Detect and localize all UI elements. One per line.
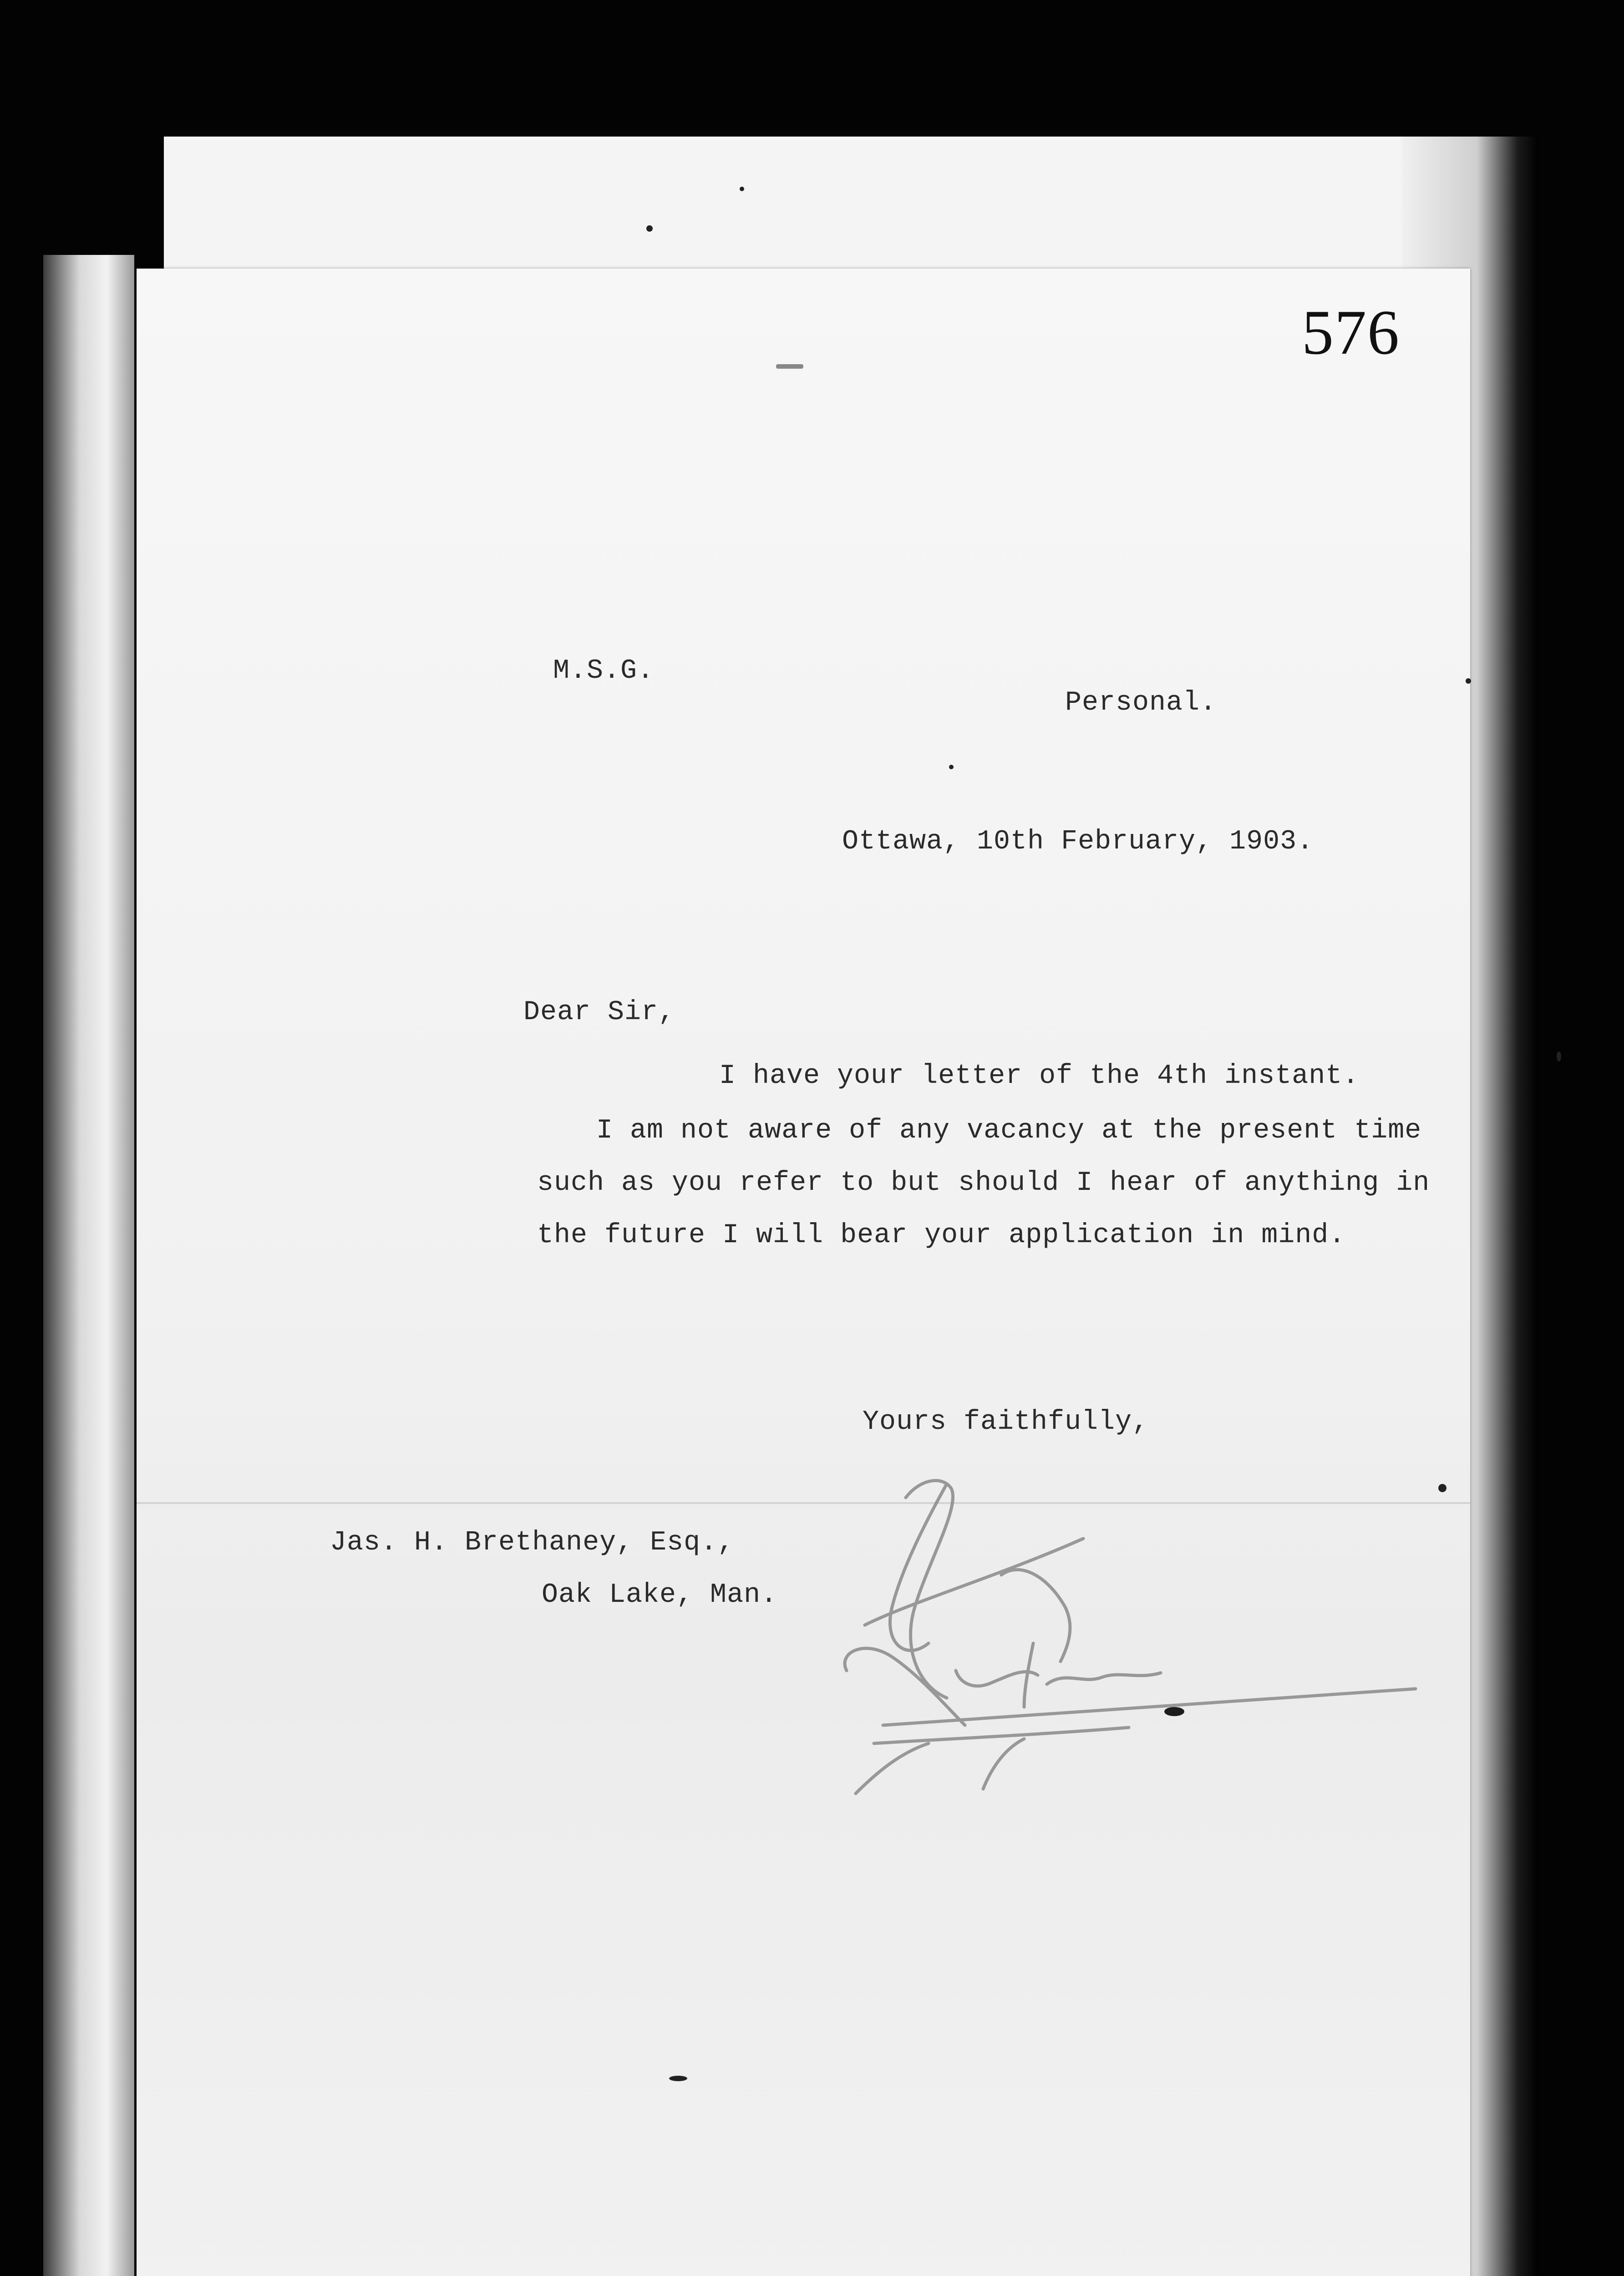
body-line-2: I am not aware of any vacancy at the present time bbox=[596, 1115, 1422, 1146]
speck bbox=[1557, 1052, 1561, 1062]
page-number: 576 bbox=[1302, 297, 1400, 368]
dateline: Ottawa, 10th February, 1903. bbox=[842, 826, 1314, 857]
body-line-3: such as you refer to but should I hear of anything in bbox=[537, 1168, 1430, 1199]
handwritten-signature bbox=[810, 1470, 1443, 1825]
speck bbox=[740, 187, 744, 191]
salutation: Dear Sir, bbox=[523, 997, 675, 1028]
personal-marking: Personal. bbox=[1065, 687, 1217, 718]
file-code: M.S.G. bbox=[553, 655, 655, 686]
underlying-page-edge bbox=[43, 255, 134, 2276]
speck bbox=[1466, 678, 1471, 684]
addressee-name: Jas. H. Brethaney, Esq., bbox=[330, 1527, 735, 1558]
body-line-1: I have your letter of the 4th instant. bbox=[719, 1061, 1360, 1092]
speck bbox=[669, 2076, 687, 2081]
closing: Yours faithfully, bbox=[863, 1407, 1149, 1438]
body-line-4: the future I will bear your application in mind. bbox=[537, 1220, 1346, 1251]
speck bbox=[776, 364, 803, 369]
addressee-place: Oak Lake, Man. bbox=[542, 1580, 778, 1610]
speck bbox=[1438, 1484, 1446, 1492]
speck bbox=[949, 765, 954, 769]
speck bbox=[646, 225, 653, 232]
letter-sheet bbox=[137, 269, 1470, 2276]
